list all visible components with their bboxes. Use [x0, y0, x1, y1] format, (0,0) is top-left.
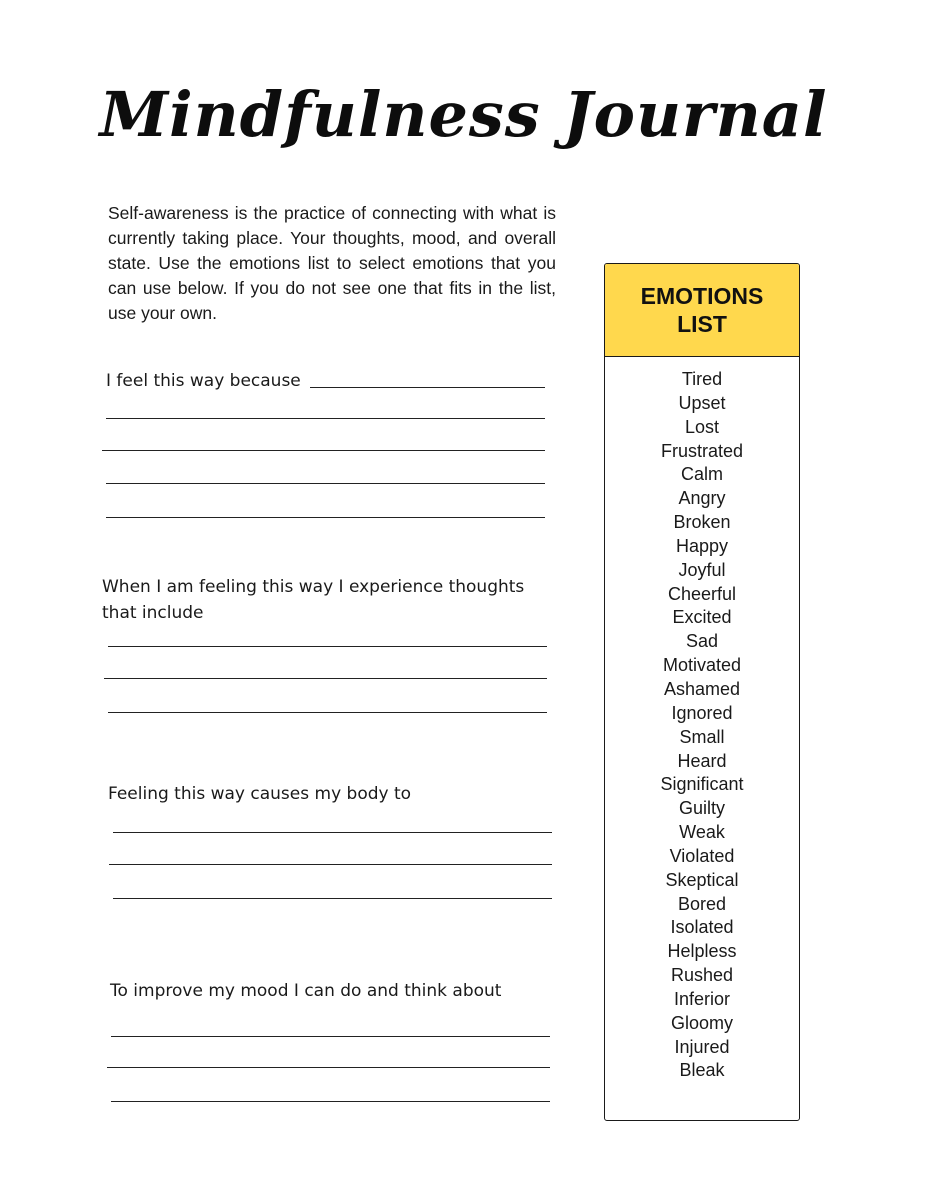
emotion-item: Guilty [678, 798, 725, 819]
emotion-item: Frustrated [660, 440, 744, 461]
write-line-because-2[interactable] [102, 450, 545, 451]
emotion-item: Happy [675, 535, 729, 556]
emotion-item: Bleak [679, 1060, 725, 1081]
prompt-body: Feeling this way causes my body to [108, 784, 412, 804]
emotions-list [605, 357, 799, 1083]
write-line-improve-1[interactable] [111, 1036, 550, 1037]
emotion-item: Skeptical [665, 869, 739, 890]
emotion-item: Inferior [673, 988, 731, 1009]
emotion-item: Sad [685, 631, 719, 652]
prompt-improve: To improve my mood I can do and think about [110, 981, 502, 1001]
emotion-item: Helpless [667, 941, 737, 962]
emotion-item: Gloomy [670, 1012, 733, 1033]
emotion-item: Broken [673, 512, 731, 533]
emotion-item: Weak [679, 822, 725, 843]
write-line-thoughts-3[interactable] [108, 712, 547, 713]
emotion-item: Violated [669, 845, 735, 866]
write-line-improve-3[interactable] [111, 1101, 550, 1102]
write-line-body-1[interactable] [113, 832, 552, 833]
write-line-thoughts-2[interactable] [104, 678, 547, 679]
emotions-list-box [604, 263, 800, 1121]
write-line-because-3[interactable] [106, 483, 545, 484]
emotion-item: Bored [677, 893, 727, 914]
emotion-item: Calm [680, 464, 723, 485]
emotion-item: Isolated [670, 917, 734, 938]
emotion-item: Cheerful [667, 583, 737, 604]
emotion-item: Heard [677, 750, 727, 771]
emotion-item: Joyful [678, 559, 726, 580]
write-line-because-4[interactable] [106, 517, 545, 518]
write-line-because-inline[interactable] [310, 387, 545, 388]
write-line-body-3[interactable] [113, 898, 552, 899]
emotion-item: Upset [678, 392, 726, 413]
emotion-item: Angry [678, 488, 726, 509]
emotions-list-header [605, 264, 799, 357]
emotion-item: Tired [681, 369, 723, 389]
emotion-item: Injured [674, 1036, 730, 1057]
emotion-item: Excited [672, 607, 732, 628]
emotion-item: Lost [684, 416, 720, 437]
prompt-feel-because: I feel this way because [106, 371, 301, 391]
write-line-improve-2[interactable] [107, 1067, 550, 1068]
emotion-item: Small [679, 726, 725, 747]
emotion-item: Motivated [662, 655, 742, 676]
emotion-item: Ashamed [663, 678, 741, 699]
prompt-thoughts: When I am feeling this way I experience thoughts that include [102, 577, 525, 623]
emotion-item: Significant [660, 774, 744, 795]
intro-paragraph: Self-awareness is the practice of connecting with what is currently taking place. Your thoughts, mood, and overall state. Use the emotions list to select emotions that you can use below. If you do not see one that fits in the list, use your own. [108, 203, 556, 323]
emotions-list-title: EMOTIONS LIST [640, 283, 764, 337]
write-line-because-1[interactable] [106, 418, 545, 419]
write-line-thoughts-1[interactable] [108, 646, 547, 647]
emotion-item: Rushed [670, 965, 734, 986]
write-line-body-2[interactable] [109, 864, 552, 865]
emotion-item: Ignored [671, 702, 733, 723]
page-title: Mindfulness Journal [99, 78, 828, 151]
